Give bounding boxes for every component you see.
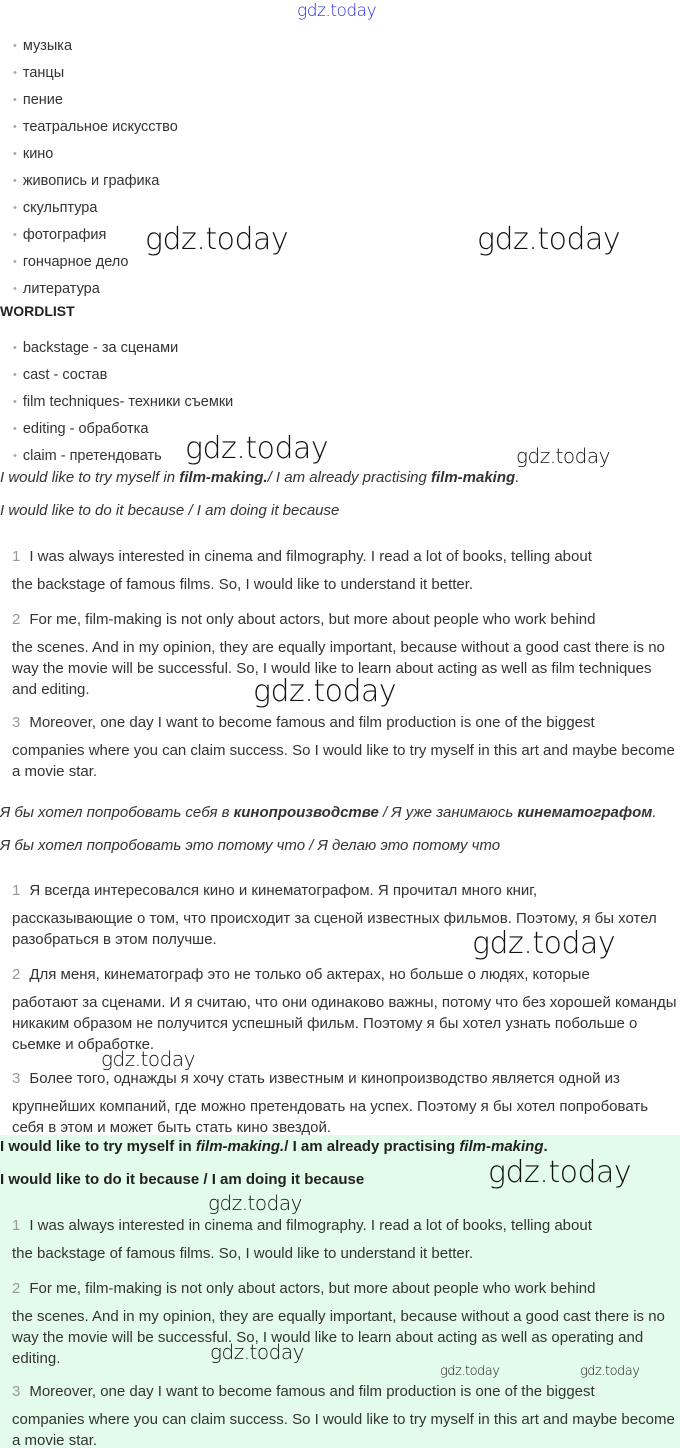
watermark: gdz.today (185, 431, 329, 466)
text: companies where you can claim success. So I would like to try myself in this art and maybe become a movie star. (12, 1411, 675, 1448)
watermark: gdz.today (145, 222, 289, 257)
emphasis: film-making. (195, 1138, 285, 1155)
item-number: 2 (12, 966, 21, 983)
watermark: gdz.today (580, 1364, 640, 1379)
text: companies where you can claim success. So I would like to try myself in this art and maybe become a movie star. (12, 742, 675, 780)
text: Moreover, one day I want to become famous and film production is one of the biggest (29, 1383, 595, 1400)
item-number: 1 (12, 548, 21, 565)
list-item: • литература (13, 281, 100, 297)
watermark: gdz.today (253, 674, 397, 709)
item-number: 1 (12, 1217, 21, 1234)
text: Я бы хотел попробовать себя в (0, 804, 234, 821)
text: For me, film-making is not only about actors, but more about people who work behind (29, 611, 596, 628)
numbered-item (12, 1381, 678, 1448)
text: работают за сценами. И я считаю, что они одинаково важны, потому что без хорошей команды никаким образом не получится успешный фильм. Поэтому я бы хотел узнать побольше о сьемке и обработке. (12, 994, 677, 1053)
numbered-item (12, 1278, 678, 1369)
text: I was always interested in cinema and filmography. I read a lot of books, telling about (29, 1217, 592, 1234)
watermark: gdz.today (440, 1364, 500, 1379)
list-item: • музыка (13, 38, 72, 54)
text: / Я уже занимаюсь (378, 804, 518, 821)
emphasis: film-making. (179, 469, 268, 486)
watermark: gdz.today (101, 1047, 195, 1071)
text: / I am already practising (267, 469, 431, 486)
text: I was always interested in cinema and filmography. I read a lot of books, telling about (29, 548, 592, 565)
text: the backstage of famous films. So, I would like to understand it better. (12, 576, 474, 593)
text: the backstage of famous films. So, I would like to understand it better. (12, 1245, 474, 1262)
list-item: • backstage - за сценами (13, 340, 178, 356)
watermark: gdz.today (208, 1191, 302, 1215)
item-number: 2 (12, 611, 21, 628)
item-number: 1 (12, 882, 21, 899)
list-item: • film techniques- техники съемки (13, 394, 233, 410)
item-number: 3 (12, 1070, 21, 1087)
emphasis: кинопроизводстве (233, 804, 379, 821)
numbered-item (12, 964, 678, 1055)
text: рассказывающие о том, что происходит за сценой известных фильмов. Поэтому, я бы хотел разобраться в этом получше. (12, 910, 657, 948)
list-item: • танцы (13, 65, 64, 81)
emphasis: film-making (431, 469, 516, 486)
list-item: • claim - претендовать (13, 448, 162, 464)
prompt-line (0, 1138, 548, 1155)
numbered-item (12, 1068, 678, 1138)
item-number: 3 (12, 714, 21, 731)
emphasis: film-making (459, 1138, 544, 1155)
numbered-item (12, 712, 678, 782)
list-item: • гончарное дело (13, 254, 128, 270)
list-item: • фотография (13, 227, 106, 243)
text: . (652, 804, 657, 821)
list-item: • скульптура (13, 200, 97, 216)
text: Более того, однажды я хочу стать известным и кинопроизводство является одной из (29, 1070, 620, 1087)
text: крупнейших компаний, где можно претендовать на успех. Поэтому я бы хотел попробовать себя в этом и может быть стать кино звездой. (12, 1098, 649, 1136)
watermark: gdz.today (210, 1340, 304, 1364)
numbered-item (12, 1215, 678, 1264)
item-number: 2 (12, 1280, 21, 1297)
text: Для меня, кинематограф это не только об актерах, но больше о людях, которые (29, 966, 590, 983)
text: . (515, 469, 520, 486)
watermark: gdz.today (297, 1, 377, 21)
watermark: gdz.today (472, 926, 616, 961)
watermark: gdz.today (488, 1155, 632, 1190)
watermark: gdz.today (477, 222, 621, 257)
list-item: • пение (13, 92, 63, 108)
text: I would like to try myself in (0, 1138, 196, 1155)
prompt-line: I would like to do it because / I am doing it because (0, 502, 340, 519)
text: the scenes. And in my opinion, they are equally important, because without a good cast there is no way the movie will be successful. So, I would like to learn about acting as well as operating and editing. (12, 1308, 665, 1367)
prompt-line (0, 804, 657, 821)
numbered-item (12, 546, 678, 595)
text: Moreover, one day I want to become famous and film production is one of the biggest (29, 714, 595, 731)
list-item: • живопись и графика (13, 173, 159, 189)
wordlist-heading: WORDLIST (0, 303, 75, 319)
text: the scenes. And in my opinion, they are equally important, because without a good cast there is no way the movie will be successful. So, I would like to learn about acting as well as film techniques and editing. (12, 639, 665, 698)
text: For me, film-making is not only about actors, but more about people who work behind (29, 1280, 596, 1297)
list-item: • editing - обработка (13, 421, 148, 437)
prompt-line: Я бы хотел попробовать это потому что / Я делаю это потому что (0, 837, 501, 854)
text: / I am already practising (284, 1138, 460, 1155)
list-item: • театральное искусство (13, 119, 178, 135)
emphasis: кинематографом (517, 804, 653, 821)
text: Я всегда интересовался кино и кинематографом. Я прочитал много книг, (29, 882, 538, 899)
watermark: gdz.today (516, 444, 610, 468)
list-item: • кино (13, 146, 53, 162)
list-item: • cast - состав (13, 367, 107, 383)
text: . (543, 1138, 548, 1155)
prompt-line: I would like to do it because / I am doing it because (0, 1171, 365, 1188)
prompt-line (0, 469, 519, 486)
item-number: 3 (12, 1383, 21, 1400)
text: I would like to try myself in (0, 469, 180, 486)
